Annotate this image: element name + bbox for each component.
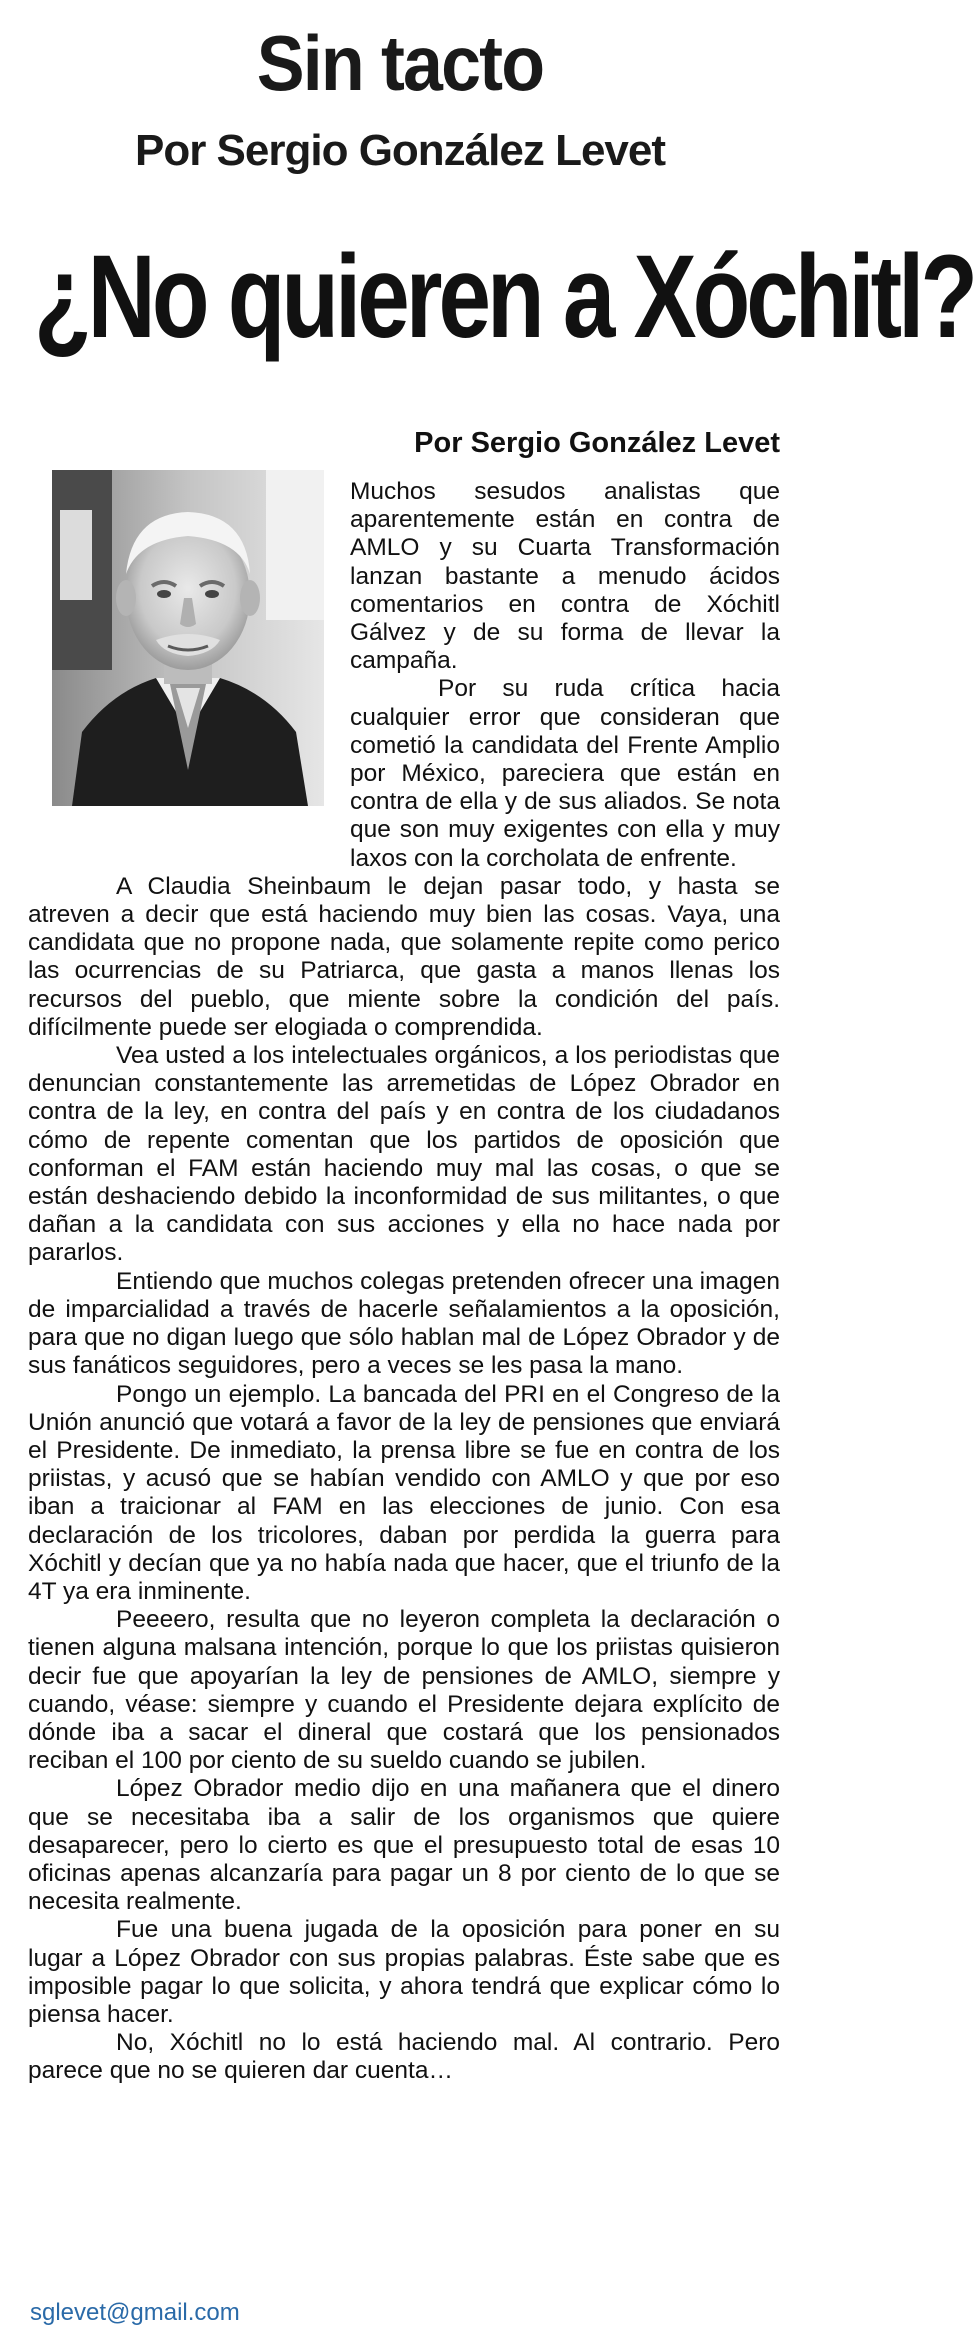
article-headline: ¿No quieren a Xóchitl? (34, 231, 974, 363)
article-byline: Por Sergio González Levet (414, 427, 780, 459)
article-body (28, 478, 780, 2086)
paragraph: Entiendo que muchos colegas pretenden ofrecer una imagen de imparcialidad a través de hacerle señalamientos a la oposición, para que no digan luego que sólo hablan mal de López Obrador y de sus fanáticos seguidores, pero a veces se les pasa la mano. (28, 1267, 780, 1380)
paragraph: Pongo un ejemplo. La bancada del PRI en el Congreso de la Unión anunció que votará a favor de la ley de pensiones que enviará el Presidente. De inmediato, la prensa libre se fue en contra de los priistas, y acusó que se habían vendido con AMLO y que por eso iban a traicionar al FAM en las elecciones de junio. Con esa declaración de los tricolores, daban por perdida la guerra para Xóchitl y decían que ya no había nada que hacer, que el triunfo de la 4T ya era inminente. (28, 1380, 780, 1605)
paragraph: A Claudia Sheinbaum le dejan pasar todo, y hasta se atreven a decir que está haciendo muy bien las cosas. Vaya, una candidata que no propone nada, que solamente repite como perico las ocurrencias de su Patriarca, que gasta a manos llenas los recursos del pueblo, que miente sobre la condición del país. difícilmente puede ser elogiada o comprendida. (28, 872, 780, 1041)
paragraph: Muchos sesudos analistas que aparentemente están en contra de AMLO y su Cuarta Transformación lanzan bastante a menudo ácidos comentarios en contra de Xóchitl Gálvez y de su forma de llevar la campaña. (350, 478, 780, 675)
paragraph: Fue una buena jugada de la oposición para poner en su lugar a López Obrador con sus propias palabras. Éste sabe que es imposible pagar lo que solicita, y ahora tendrá que explicar cómo lo piensa hacer. (28, 1916, 780, 2028)
author-email[interactable]: sglevet@gmail.com (30, 2299, 240, 2326)
paragraph: No, Xóchitl no lo está haciendo mal. Al contrario. Pero parece que no se quieren dar cuenta… (28, 2029, 780, 2085)
paragraph: Por su ruda crítica hacia cualquier error que consideran que cometió la candidata del Frente Amplio por México, pareciera que están en contra de ella y de sus aliados. Se nota que son muy exigentes con ella y muy laxos con la corcholata de enfrente. (350, 675, 780, 872)
column-title: Sin tacto (256, 19, 544, 107)
paragraph: Peeeero, resulta que no leyeron completa la declaración o tienen alguna malsana intención, porque lo que los priistas quisieron decir fue que apoyarían la ley de pensiones de AMLO, siempre y cuando, véase: siempre y cuando el Presidente dejara explícito de dónde iba a sacar el dineral que costará que los pensionados reciban el 100 por ciento de su sueldo cuando se jubilen. (28, 1606, 780, 1775)
paragraph: Vea usted a los intelectuales orgánicos, a los periodistas que denuncian constantemente las arremetidas de López Obrador en contra de la ley, en contra del país y en contra de los ciudadanos cómo de repente comentan que los partidos de oposición que conforman el FAM están haciendo muy mal las cosas, o que se están deshaciendo debido la inconformidad de sus militantes, o que dañan a la candidata con sus acciones y ella no hace nada por pararlos. (28, 1042, 780, 1267)
column-byline: Por Sergio González Levet (134, 126, 666, 175)
paragraph: López Obrador medio dijo en una mañanera que el dinero que se necesitaba iba a salir de los organismos que quiere desaparecer, pero lo cierto es que el presupuesto total de esas 10 oficinas apenas alcanzaría para pagar un 8 por ciento de lo que se necesita realmente. (28, 1775, 780, 1916)
